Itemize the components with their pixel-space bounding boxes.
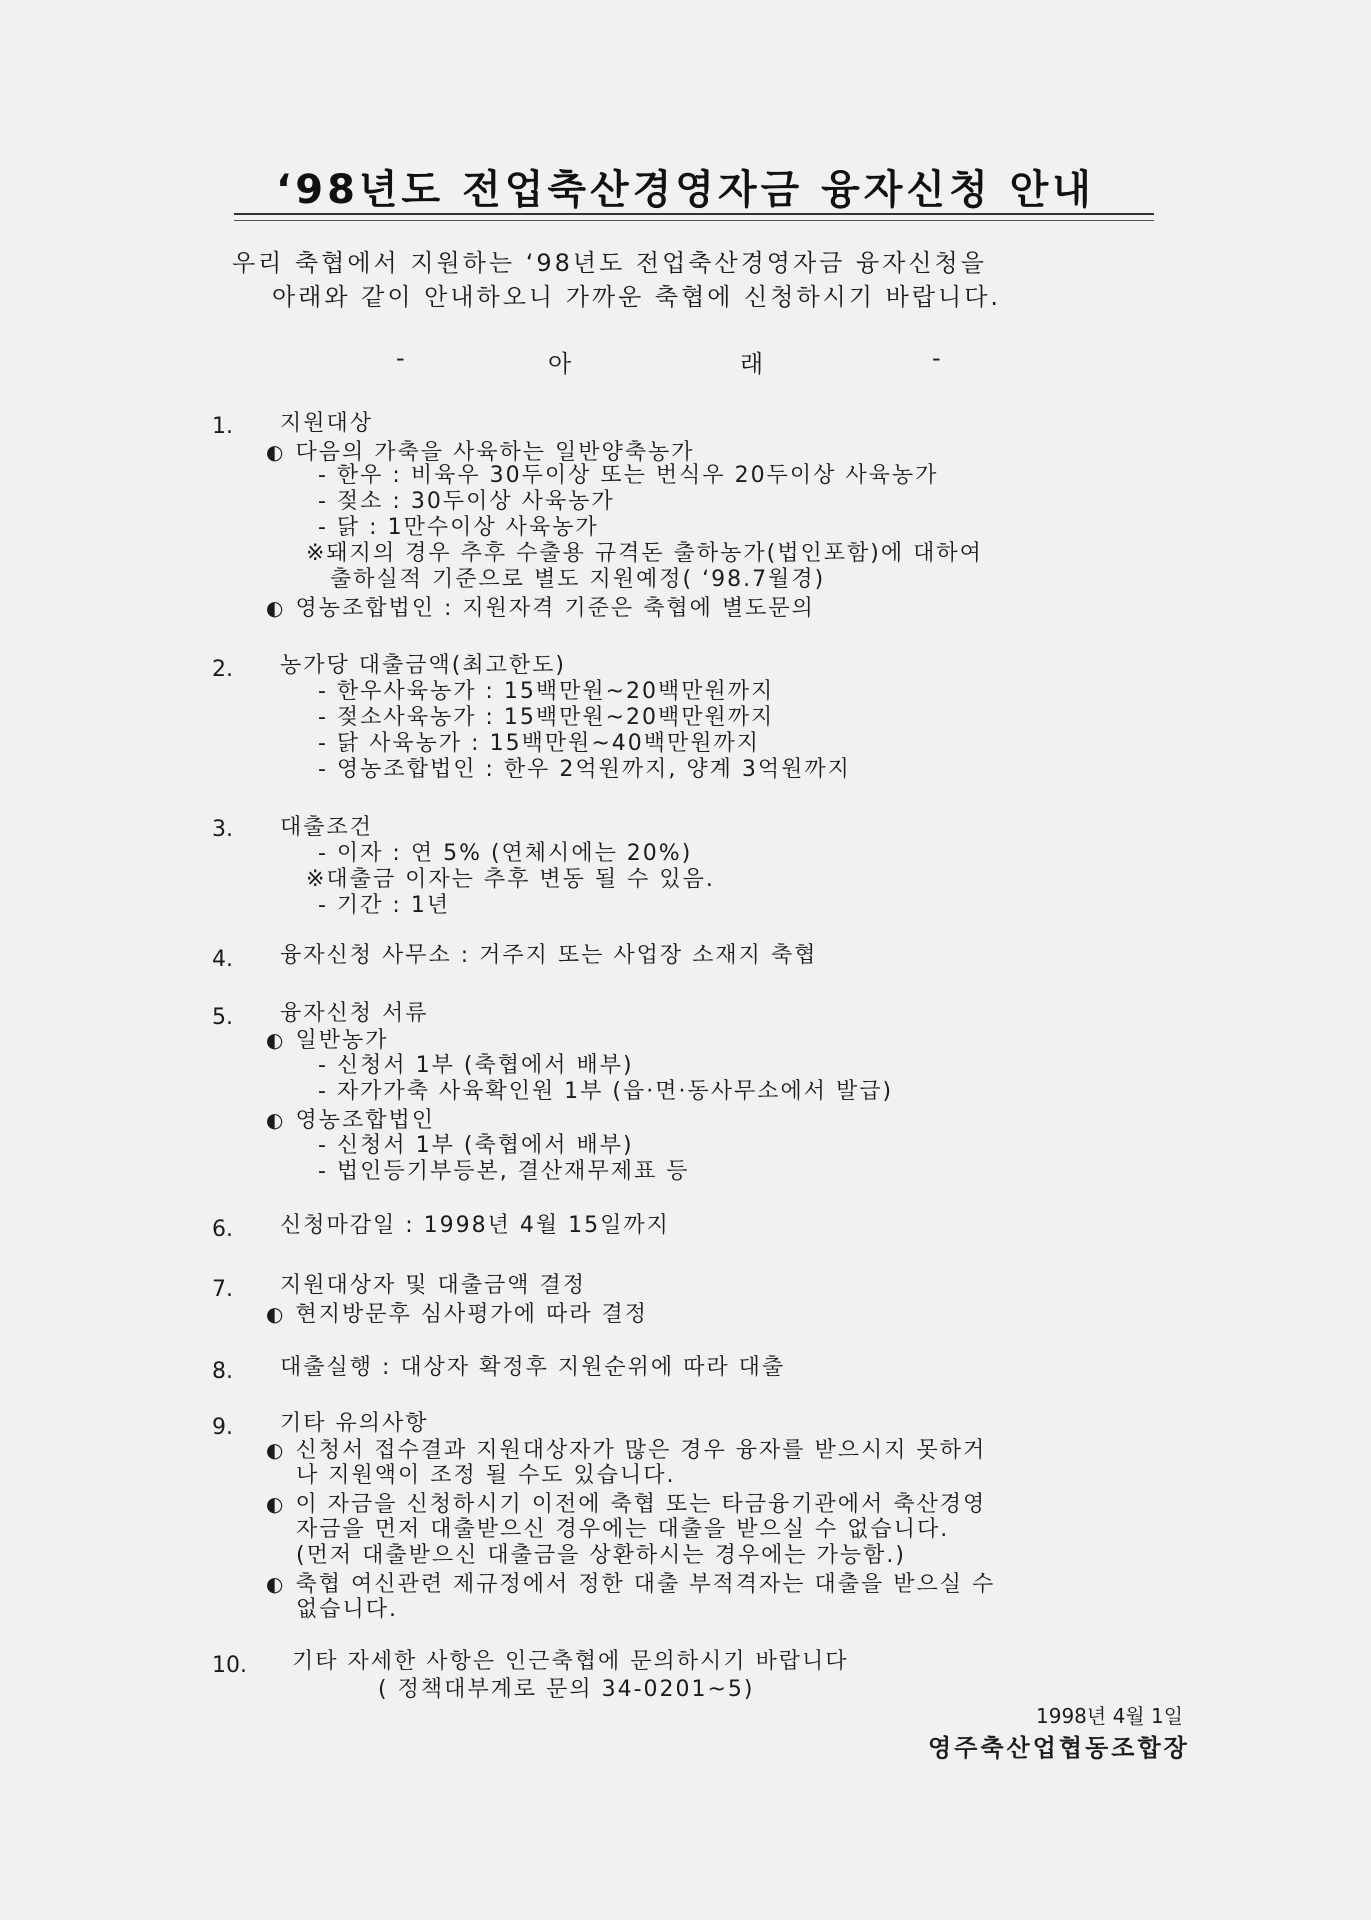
half-circle-bullet-icon: ◐ <box>266 1492 286 1516</box>
section-1-line-2: - 젖소 : 30두이상 사육농가 <box>318 489 615 514</box>
half-circle-bullet-icon: ◐ <box>266 440 286 464</box>
section-9-bullet-3 <box>266 1570 995 1599</box>
section-9-bullet-2-note: (먼저 대출받으신 대출금을 상환하시는 경우에는 가능함.) <box>296 1543 906 1568</box>
section-1-line-3: - 닭 : 1만수이상 사육농가 <box>318 515 599 540</box>
section-1-note-1: ※돼지의 경우 추후 수출용 규격돈 출하농가(법인포함)에 대하여 <box>306 541 983 566</box>
section-9-number: 9. <box>212 1415 233 1440</box>
section-6-number: 6. <box>212 1217 233 1242</box>
section-2-line-3: - 닭 사육농가 : 15백만원~40백만원까지 <box>318 731 761 756</box>
half-circle-bullet-icon: ◐ <box>266 1438 286 1462</box>
section-5-bullet-1-text: 일반농가 <box>295 1028 389 1053</box>
section-1-bullet-2 <box>266 594 815 623</box>
section-9-bullet-2-cont: 자금을 먼저 대출받으신 경우에는 대출을 받으실 수 없습니다. <box>296 1517 950 1542</box>
section-10-contact: ( 정책대부계로 문의 34-0201~5) <box>378 1677 755 1702</box>
section-5-bullet-2 <box>266 1106 435 1135</box>
title-rule-thin <box>234 220 1154 221</box>
section-7-bullet-1-text: 현지방문후 심사평가에 따라 결정 <box>295 1302 648 1327</box>
intro-line-2: 아래와 같이 안내하오니 가까운 축협에 신청하시기 바랍니다. <box>272 283 1002 311</box>
section-10-number: 10. <box>212 1653 247 1678</box>
section-10-title: 기타 자세한 사항은 인근축협에 문의하시기 바랍니다 <box>292 1649 849 1674</box>
section-9-bullet-3-cont: 없습니다. <box>296 1597 399 1622</box>
section-4-title: 융자신청 사무소 : 거주지 또는 사업장 소재지 축협 <box>280 943 818 968</box>
section-3-number: 3. <box>212 817 233 842</box>
section-1-bullet-1-text: 다음의 가축을 사육하는 일반양축농가 <box>295 440 695 465</box>
section-5-line-4: - 법인등기부등본, 결산재무제표 등 <box>318 1159 690 1184</box>
section-1-line-1: - 한우 : 비육우 30두이상 또는 번식우 20두이상 사육농가 <box>318 463 939 488</box>
section-9-title: 기타 유의사항 <box>280 1411 429 1436</box>
section-2-line-1: - 한우사육농가 : 15백만원~20백만원까지 <box>318 679 775 704</box>
section-2-line-4: - 영농조합법인 : 한우 2억원까지, 양계 3억원까지 <box>318 757 851 782</box>
section-5-number: 5. <box>212 1005 233 1030</box>
section-9-bullet-3-text: 축협 여신관련 제규정에서 정한 대출 부적격자는 대출을 받으실 수 <box>295 1572 996 1597</box>
section-1-bullet-2-text: 영농조합법인 : 지원자격 기준은 축협에 별도문의 <box>295 596 815 621</box>
section-1-title: 지원대상 <box>280 411 374 436</box>
issuer-signature: 영주축산업협동조합장 <box>928 1734 1190 1762</box>
notice-heading <box>0 344 1371 376</box>
notice-dash-left: - <box>396 344 405 372</box>
section-2-number: 2. <box>212 657 233 682</box>
section-7-title: 지원대상자 및 대출금액 결정 <box>280 1273 587 1298</box>
intro-line-1: 우리 축협에서 지원하는 ‘98년도 전업축산경영자금 융자신청을 <box>232 249 987 277</box>
section-1-note-2: 출하실적 기준으로 별도 지원예정( ‘98.7월경) <box>330 567 826 592</box>
notice-char-1: 아 <box>548 350 572 378</box>
notice-dash-right: - <box>932 344 941 372</box>
half-circle-bullet-icon: ◐ <box>266 1302 286 1326</box>
section-2-line-2: - 젖소사육농가 : 15백만원~20백만원까지 <box>318 705 775 730</box>
section-5-line-2: - 자가가축 사육확인원 1부 (읍·면·동사무소에서 발급) <box>318 1079 894 1104</box>
half-circle-bullet-icon: ◐ <box>266 1028 286 1052</box>
section-5-title: 융자신청 서류 <box>280 1001 429 1026</box>
section-5-line-1: - 신청서 1부 (축협에서 배부) <box>318 1053 634 1078</box>
half-circle-bullet-icon: ◐ <box>266 1108 286 1132</box>
section-5-line-3: - 신청서 1부 (축협에서 배부) <box>318 1133 634 1158</box>
section-9-bullet-1 <box>266 1436 986 1465</box>
section-8-number: 8. <box>212 1359 233 1384</box>
section-2-title: 농가당 대출금액(최고한도) <box>280 653 566 678</box>
section-9-bullet-1-text: 신청서 접수결과 지원대상자가 많은 경우 융자를 받으시지 못하거 <box>295 1438 987 1463</box>
section-3-line-1: - 이자 : 연 5% (연체시에는 20%) <box>318 841 693 866</box>
section-8-title: 대출실행 : 대상자 확정후 지원순위에 따라 대출 <box>280 1355 786 1380</box>
section-5-bullet-2-text: 영농조합법인 <box>295 1108 435 1133</box>
half-circle-bullet-icon: ◐ <box>266 596 286 620</box>
half-circle-bullet-icon: ◐ <box>266 1572 286 1596</box>
document-title: ‘98년도 전업축산경영자금 융자신청 안내 <box>276 167 1095 213</box>
section-3-line-2: - 기간 : 1년 <box>318 893 451 918</box>
section-1-number: 1. <box>212 414 233 439</box>
intro-paragraph <box>232 246 1132 314</box>
notice-char-2: 래 <box>740 350 764 378</box>
section-7-number: 7. <box>212 1277 233 1302</box>
title-rule <box>234 213 1154 215</box>
section-5-bullet-1 <box>266 1026 388 1055</box>
section-3-title: 대출조건 <box>280 815 374 840</box>
section-9-bullet-2 <box>266 1490 986 1519</box>
issue-date: 1998년 4월 1일 <box>1036 1704 1184 1728</box>
section-4-number: 4. <box>212 947 233 972</box>
section-9-bullet-2-text: 이 자금을 신청하시기 이전에 축협 또는 타금융기관에서 축산경영 <box>295 1492 987 1517</box>
section-9-bullet-1-cont: 나 지원액이 조정 될 수도 있습니다. <box>296 1463 676 1488</box>
section-3-note-1: ※대출금 이자는 추후 변동 될 수 있음. <box>306 867 715 892</box>
section-6-title: 신청마감일 : 1998년 4월 15일까지 <box>280 1213 670 1238</box>
section-7-bullet-1 <box>266 1300 648 1329</box>
